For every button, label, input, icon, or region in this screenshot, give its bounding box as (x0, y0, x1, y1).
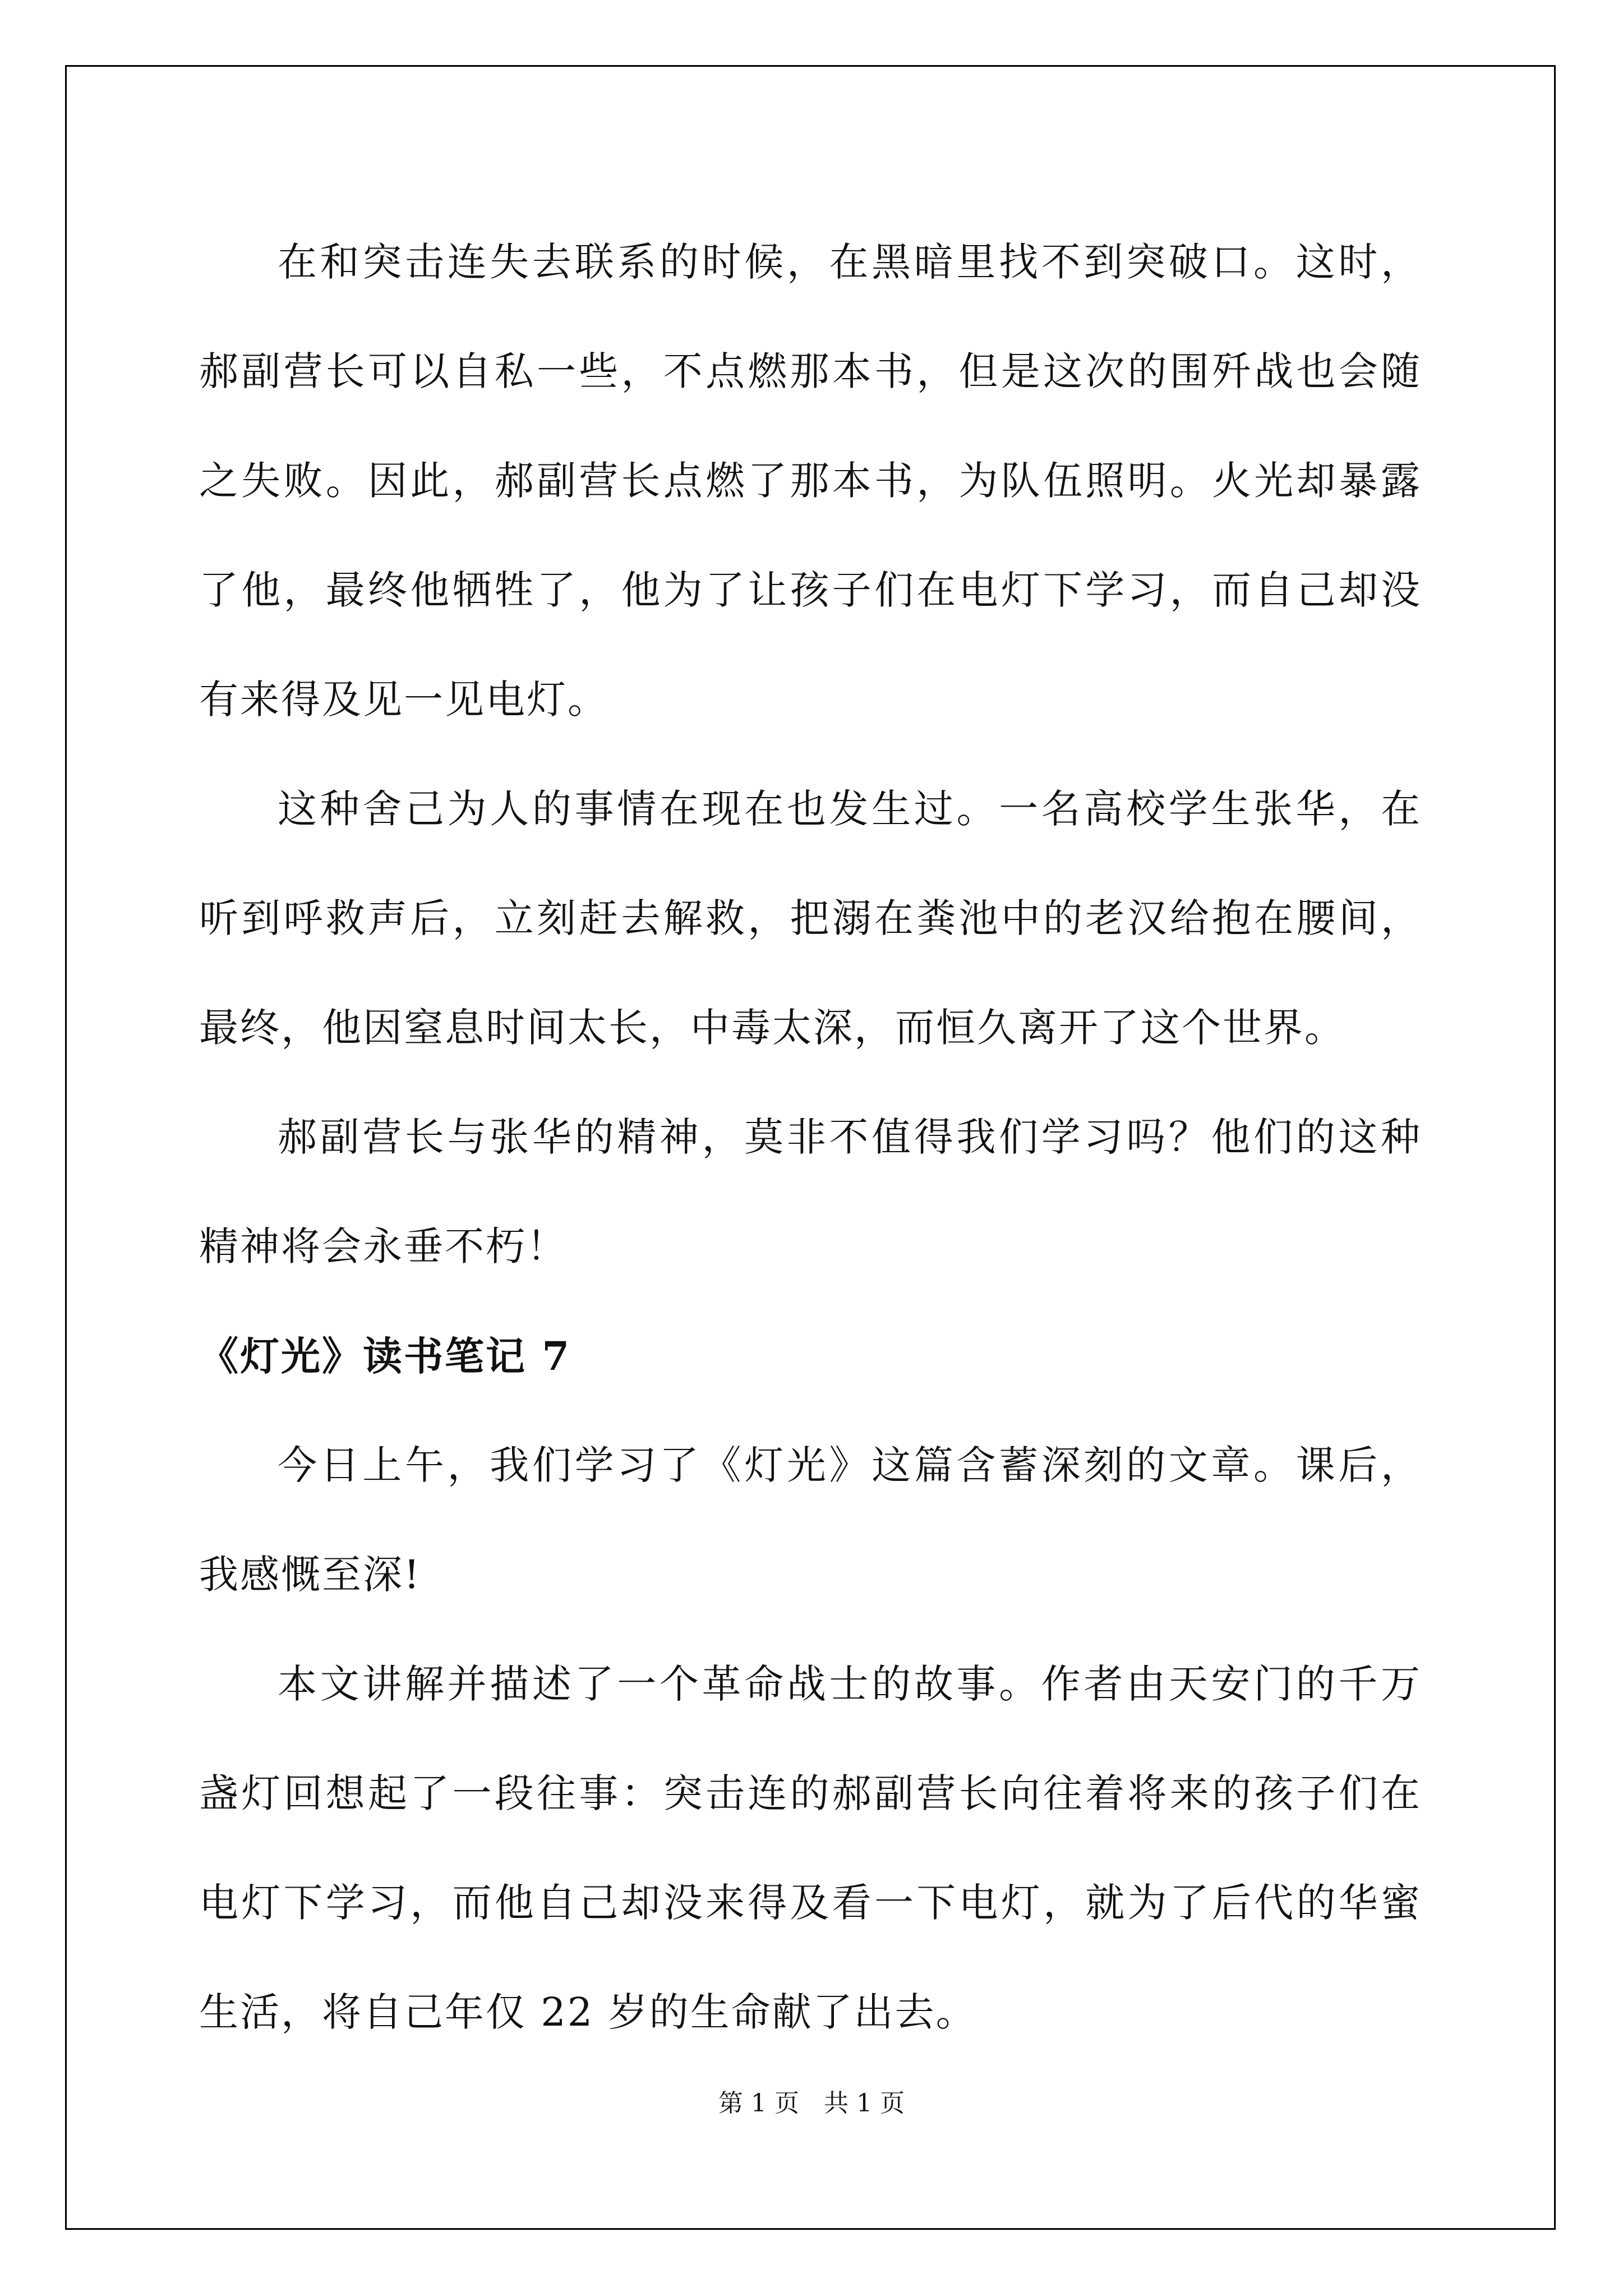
paragraph: 郝副营长与张华的精神，莫非不值得我们学习吗？他们的这种精神将会永垂不朽！ (199, 1114, 1422, 1269)
paragraph: 本文讲解并描述了一个革命战士的故事。作者由天安门的千万盏灯回想起了一段往事：突击连的郝副营长向往着将来的孩子们在电灯下学习，而他自己却没来得及看一下电灯，就为了后代的华蜜生活，将自己年仅 22 岁的生命献了出去。 (199, 1661, 1422, 2035)
paragraph: 今日上午，我们学习了《灯光》这篇含蓄深刻的文章。课后，我感慨至深! (199, 1442, 1422, 1598)
page-number-footer: 第 1 页 共 1 页 (718, 2089, 905, 2118)
document-body (199, 208, 1422, 2067)
paragraph: 在和突击连失去联系的时候，在黑暗里找不到突破口。这时，郝副营长可以自私一些，不点燃那本书，但是这次的围歼战也会随之失败。因此，郝副营长点燃了那本书，为队伍照明。火光却暴露了他，最终他牺牲了，他为了让孩子们在电灯下学习，而自己却没有来得及见一见电灯。 (199, 239, 1422, 723)
paragraph: 这种舍己为人的事情在现在也发生过。一名高校学生张华，在听到呼救声后，立刻赶去解救，把溺在粪池中的老汉给抱在腰间，最终，他因窒息时间太长，中毒太深，而恒久离开了这个世界。 (199, 786, 1422, 1051)
section-title: 《灯光》读书笔记 7 (199, 1333, 571, 1379)
